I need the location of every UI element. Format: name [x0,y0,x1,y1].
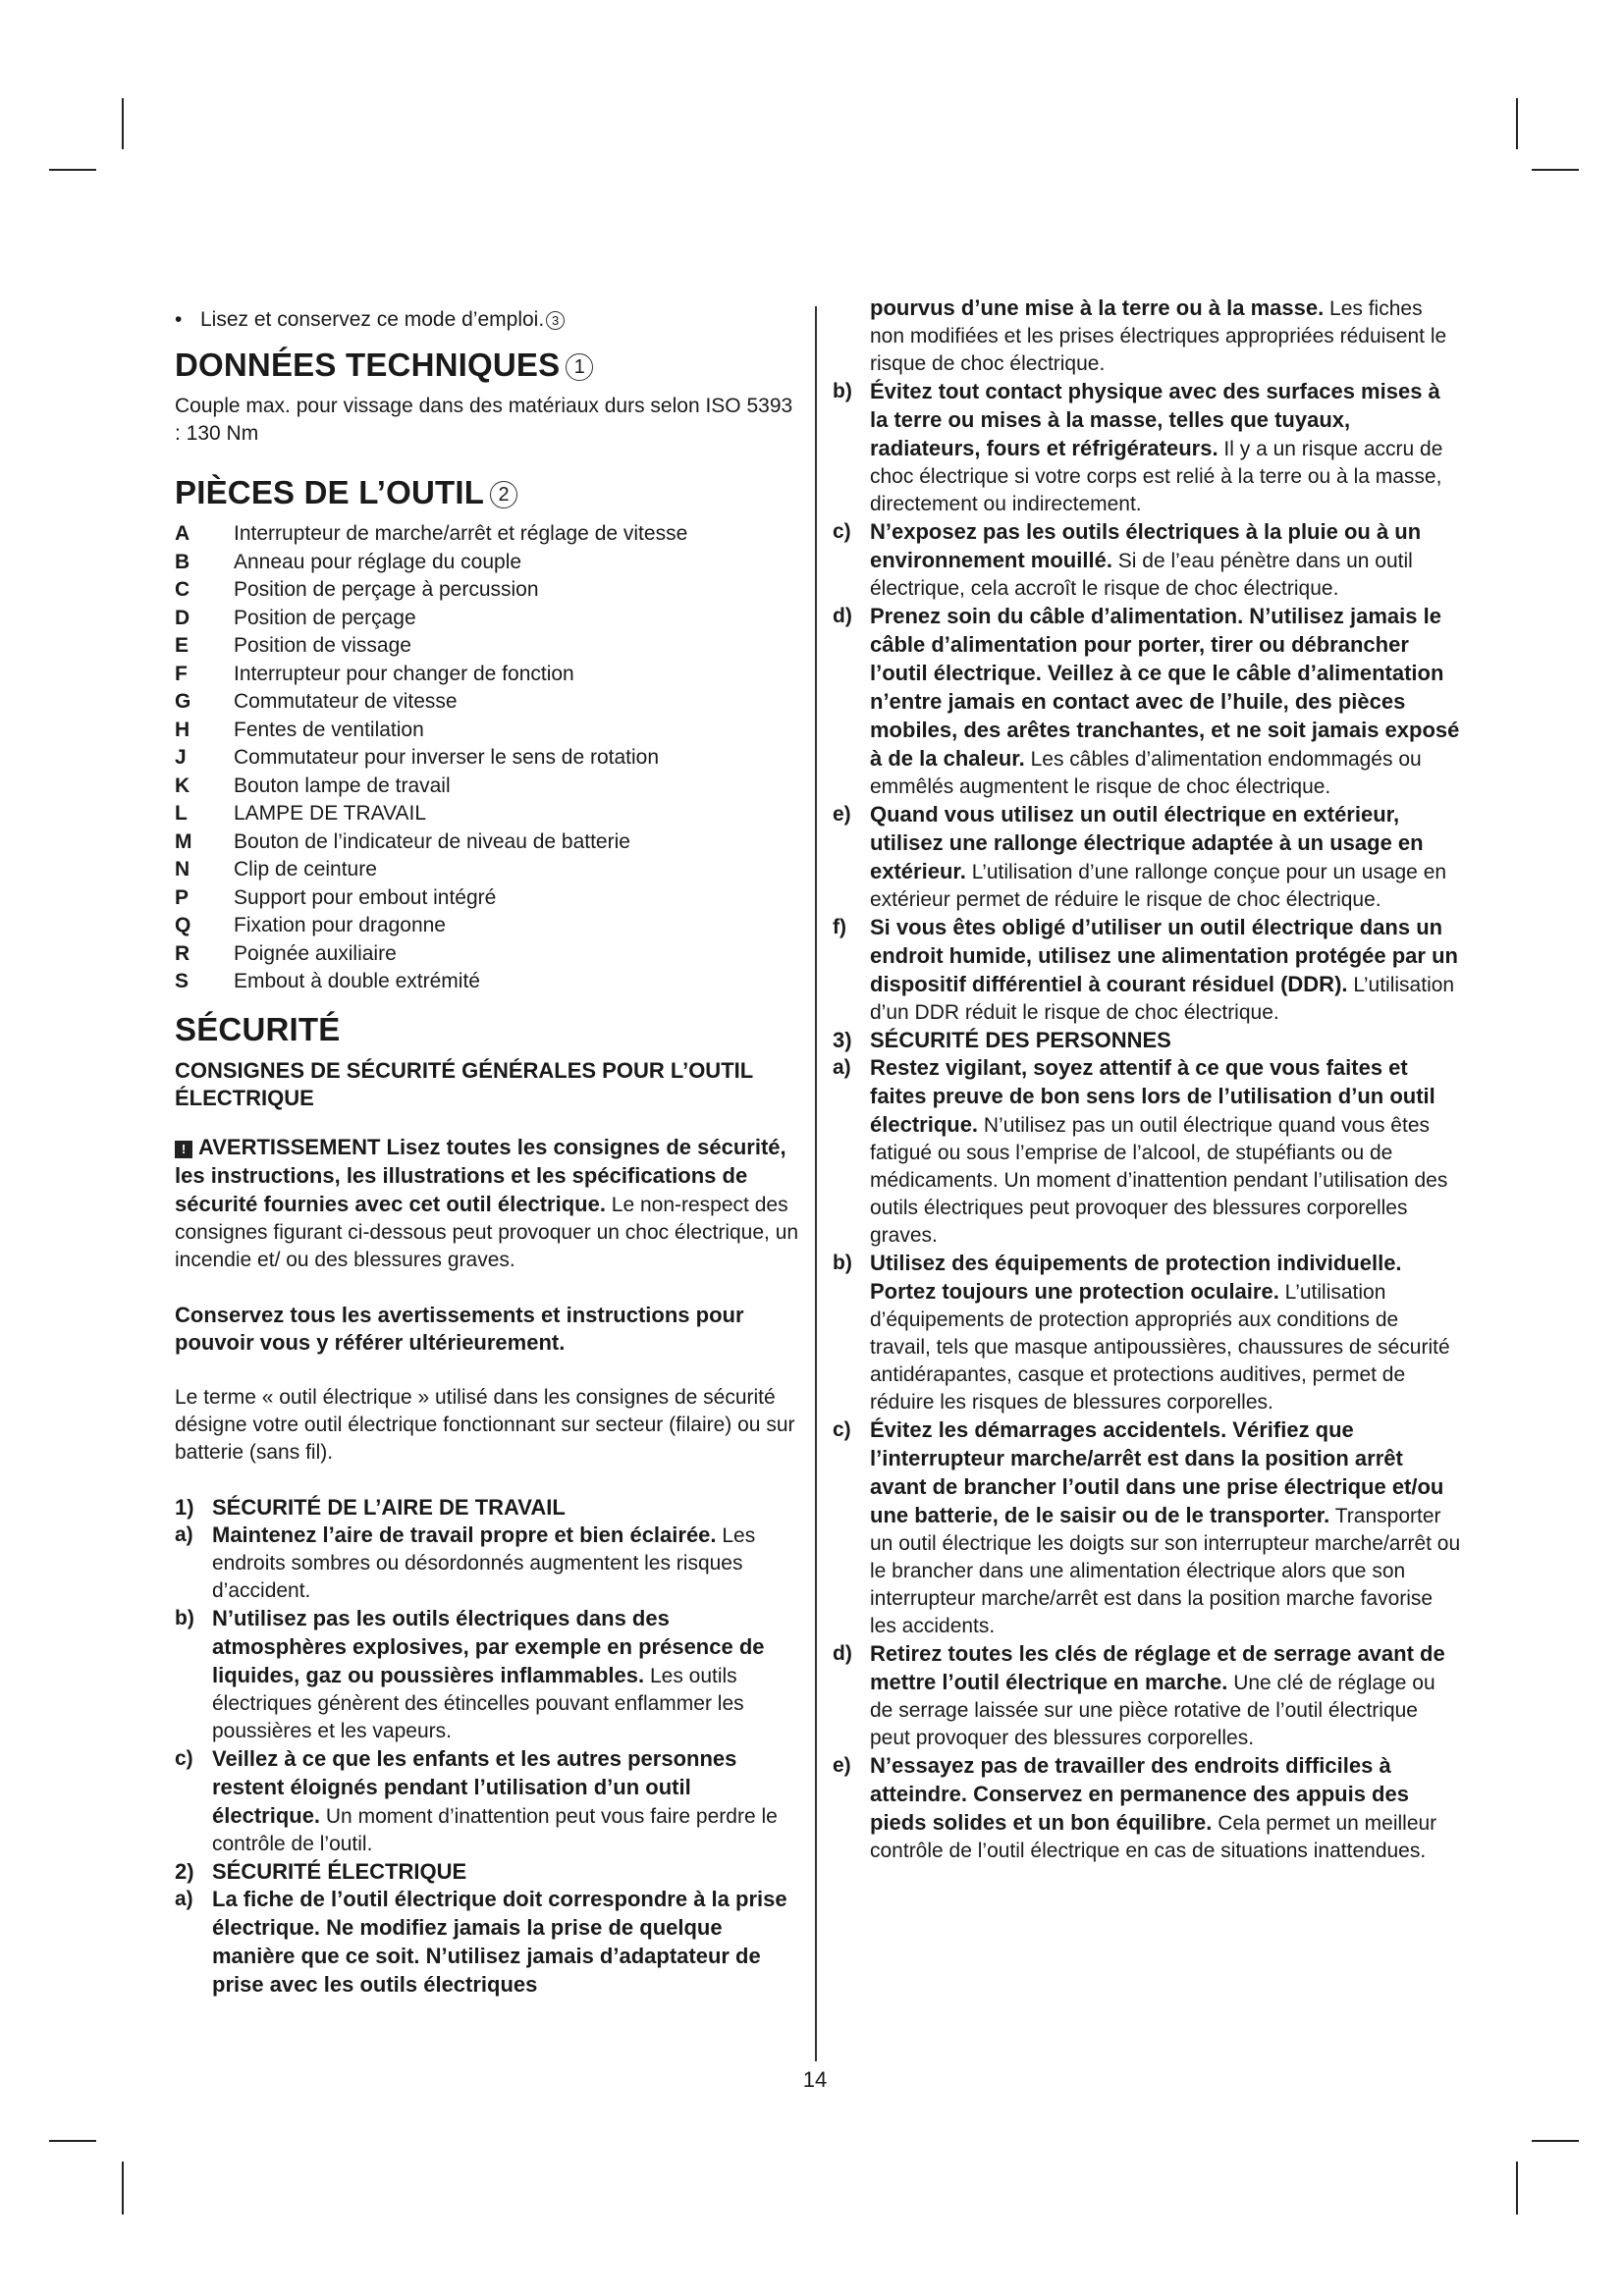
safety-title: SÉCURITÉ [175,1010,341,1047]
bullet-icon: • [175,308,183,331]
figure-ref: 2 [490,481,517,508]
item-continuation: pourvus d’une mise à la terre ou à la masse. Les fiches non modifiées et les prises électriques appropriées réduisent le risque de choc électrique. [870,295,1447,375]
term-definition: Le terme « outil électrique » utilisé dans les consignes de sécurité désigne votre outil électrique fonctionnant sur secteur (filaire) ou sur batterie (sans fil). [175,1385,795,1464]
figure-ref: 1 [566,353,593,381]
part-row: H Fentes de ventilation [175,718,424,741]
part-row: F Interrupteur pour changer de fonction [175,662,574,685]
figure-ref: 3 [546,311,565,330]
safety-item: c) Veillez à ce que les enfants et les autres personnes restent éloignés pendant l’utilisation d’un outil électrique. Un moment d’inattention peut vous faire perdre le contrôle de l’outil. [175,1745,778,1855]
safety-item: e) Quand vous utilisez un outil électrique en extérieur, utilisez une rallonge électrique adaptée à un usage en extérieur. L’utilisation d’une rallonge conçue pour un usage en extérieur permet de réduire le risque de choc électrique. [833,802,1447,911]
part-row: M Bouton de l’indicateur de niveau de batterie [175,829,630,853]
safety-item: a) La fiche de l’outil électrique doit correspondre à la prise électrique. Ne modifiez jamais la prise de quelque manière que ce soit. N’utilisez jamais d’adaptateur de prise avec les outils électriques [175,1886,787,1997]
safety-subtitle: CONSIGNES DE SÉCURITÉ GÉNÉRALES POUR L’OUTIL ÉLECTRIQUE [175,1057,753,1110]
part-row: D Position de perçage [175,606,416,629]
safety-item: b) Évitez tout contact physique avec des surfaces mises à la terre ou mises à la masse, telles que tuyaux, radiateurs, fours et réfrigérateurs. Il y a un risque accru de choc électrique si votre corps est relié à la terre ou à la masse, directement ou indirectement. [833,379,1443,515]
safety-item: c) Évitez les démarrages accidentels. Vérifiez que l’interrupteur marche/arrêt est dans la position arrêt avant de brancher l’outil dans une prise électrique et/ou une batterie, de le saisir ou de le transporter. Transporter un outil électrique les doigts sur son interrupteur marche/arrêt ou le brancher dans une alimentation électrique alors que son interrupteur marche/arrêt est dans la position marche favorise les accidents. [833,1417,1461,1637]
crop-mark [49,169,96,171]
tech-data-title: DONNÉES TECHNIQUES 1 [175,346,803,385]
part-row: C Position de perçage à percussion [175,578,539,601]
intro-bullet: • Lisez et conservez ce mode d’emploi. 3 [175,306,803,334]
section-2-heading: 2) SÉCURITÉ ÉLECTRIQUE [175,1858,467,1884]
safety-item: d) Prenez soin du câble d’alimentation. N’utilisez jamais le câble d’alimentation pour porter, tirer ou débrancher l’outil électrique. Veillez à ce que le câble d’alimentation n’entre jamais en contact avec de l’huile, des pièces mobiles, des arêtes tranchantes, et ne soit jamais exposé à de la chaleur. Les câbles d’alimentation endommagés ou emmêlés augmentent le risque de choc électrique. [833,604,1460,798]
crop-mark [1516,2162,1518,2215]
part-row: G Commutateur de vitesse [175,690,458,713]
part-row: P Support pour embout intégré [175,885,497,909]
safety-item: b) Utilisez des équipements de protection individuelle. Portez toujours une protection oculaire. L’utilisation d’équipements de protection appropriés aux conditions de travail, tels que masque antipoussières, chaussures de sécurité antidérapantes, casque et protections auditives, permet de réduire les risques de blessures corporelles. [833,1251,1450,1414]
safety-item: d) Retirez toutes les clés de réglage et de serrage avant de mettre l’outil électrique en marche. Une clé de réglage ou de serrage laissée sur une pièce rotative de l’outil électrique peut provoquer des blessures corporelles. [833,1641,1445,1749]
crop-mark [49,2140,96,2142]
part-row: J Commutateur pour inverser le sens de rotation [175,746,660,769]
crop-mark [1532,169,1579,171]
parts-list [175,520,803,996]
crop-mark [122,98,124,149]
part-row: L LAMPE DE TRAVAIL [175,802,427,825]
warning-icon: ! [175,1141,192,1158]
safety-item: e) N’essayez pas de travailler des endroits difficiles à atteindre. Conservez en permanence des appuis des pieds solides et un bon équilibre. Cela permet un meilleur contrôle de l’outil électrique en cas de situations inattendues. [833,1753,1437,1862]
warning-paragraph: ! AVERTISSEMENT Lisez toutes les consignes de sécurité, les instructions, les illustrations et les spécifications de sécurité fournies avec cet outil électrique. Le non-respect des consignes figurant ci-dessous peut provoquer un choc électrique, un incendie et/ ou des blessures graves. [175,1134,799,1271]
part-row: S Embout à double extrémité [175,970,480,992]
parts-title: PIÈCES DE L’OUTIL 2 [175,473,803,512]
part-row: B Anneau pour réglage du couple [175,550,522,573]
part-row: Q Fixation pour dragonne [175,914,446,936]
section-1-heading: 1) SÉCURITÉ DE L’AIRE DE TRAVAIL [175,1494,566,1520]
part-row: K Bouton lampe de travail [175,774,451,797]
safety-item: f) Si vous êtes obligé d’utiliser un outil électrique dans un endroit humide, utilisez une alimentation protégée par un dispositif différentiel à courant résiduel (DDR). L’utilisation d’un DDR réduit le risque de choc électrique. [833,915,1458,1024]
page-number: 14 [802,2067,828,2092]
column-divider [815,306,817,2061]
keep-instructions: Conservez tous les avertissements et instructions pour pouvoir vous y référer ultérieurement. [175,1302,744,1355]
part-row: E Position de vissage [175,634,411,657]
tech-data-text: Couple max. pour vissage dans des matériaux durs selon ISO 5393 : 130 Nm [175,395,793,445]
right-column [833,294,1461,1865]
safety-item: b) N’utilisez pas les outils électriques dans des atmosphères explosives, par exemple en présence de liquides, gaz ou poussières inflammables. Les outils électriques génèrent des étincelles pouvant enflammer les poussières et les vapeurs. [175,1605,765,1742]
part-row: A Interrupteur de marche/arrêt et réglage de vitesse [175,522,688,545]
part-row: N Clip de ceinture [175,858,377,881]
safety-item: a) Maintenez l’aire de travail propre et bien éclairée. Les endroits sombres ou désordonnés augmentent les risques d’accident. [175,1522,756,1602]
crop-mark [1516,98,1518,149]
crop-mark [122,2162,124,2215]
safety-item: c) N’exposez pas les outils électriques à la pluie ou à un environnement mouillé. Si de l’eau pénètre dans un outil électrique, cela accroît le risque de choc électrique. [833,519,1422,600]
section-3-heading: 3) SÉCURITÉ DES PERSONNES [833,1028,1171,1052]
part-row: R Poignée auxiliaire [175,941,397,965]
crop-mark [1532,2140,1579,2142]
left-column [175,294,803,2000]
safety-item: a) Restez vigilant, soyez attentif à ce que vous faites et faites preuve de bon sens lors de l’utilisation d’un outil électrique. N’utilisez pas un outil électrique quand vous êtes fatigué ou sous l’emprise de l’alcool, de stupéfiants ou de médicaments. Un moment d’inattention pendant l’utilisation des outils électriques peut provoquer des blessures corporelles graves. [833,1055,1448,1247]
